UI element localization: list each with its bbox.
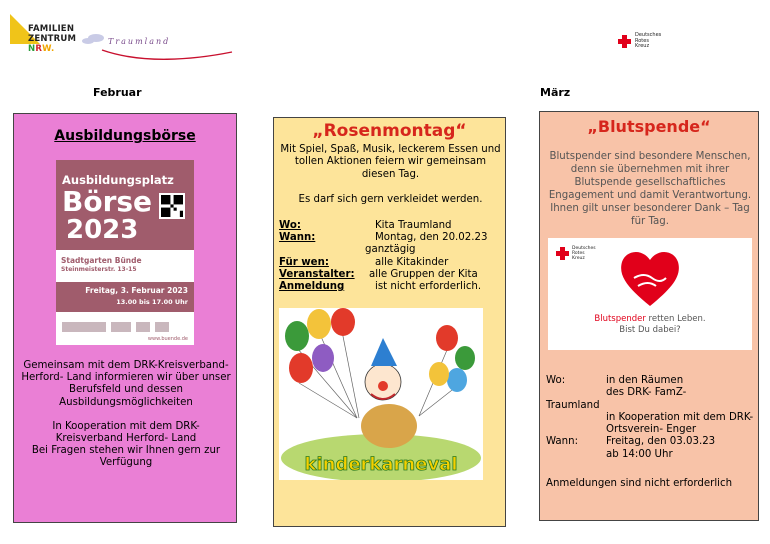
poster-sponsor-logos <box>62 320 188 334</box>
balloon-yellow-icon <box>429 362 449 386</box>
balloon-green-icon <box>455 346 475 370</box>
panel-intro: Mit Spiel, Spaß, Musik, leckerem Essen und tollen Aktionen feiern wir gemeinsam diesen Tag. <box>280 144 501 180</box>
text-paragraph-2: In Kooperation mit dem DRK-Kreisverband Herford- Land <box>52 420 200 445</box>
panel-blutspende <box>539 111 759 521</box>
panel-ausbildungsboerse <box>13 113 237 523</box>
info-row: Wo: Kita Traumland <box>279 220 452 231</box>
balloon-yellow-icon <box>307 309 331 339</box>
red-cross-icon <box>618 35 631 48</box>
event-info <box>279 220 503 293</box>
signature-swoosh <box>102 50 232 59</box>
drk-logo-top <box>618 33 661 50</box>
cloud-shape-2 <box>82 38 94 44</box>
blutspende-image <box>548 238 752 350</box>
poster-location: Stadtgarten Bünde <box>61 256 142 265</box>
clown-nose-icon <box>378 381 388 391</box>
balloon-red-icon <box>289 353 313 383</box>
poster-line1: Ausbildungsplatz <box>62 173 174 187</box>
poster-url: www.buende.de <box>147 336 188 342</box>
poster-line3: 2023 <box>66 215 139 245</box>
balloon-red-icon <box>331 308 355 336</box>
logo-nrw: NRW. <box>28 44 55 54</box>
event-info: Wo: in den Räumen des DRK- FamZ- Traumland in Kooperation mit dem DRK-Ortsverein- Enger Wann: Freitag, den 03.03.23 ab 14:00 Uhr <box>546 375 754 460</box>
balloon-purple-icon <box>312 344 334 372</box>
info-row: Für wen: alle Kitakinder <box>279 256 449 268</box>
kinderkarneval-clown-image <box>279 308 483 480</box>
poster-address: Steinmeisterstr. 13-15 <box>61 266 137 273</box>
text-paragraph-3: Bei Fragen stehen wir Ihnen gern zur Verfügung <box>31 445 221 469</box>
poster-line2: Börse <box>62 185 153 218</box>
panel-heading: Ausbildungsbörse <box>54 128 196 144</box>
panel-title: „Rosenmontag“ <box>312 121 467 141</box>
signature-text: Traumland <box>108 37 171 46</box>
poster-date: Freitag, 3. Februar 2023 <box>85 286 188 295</box>
panel-rosenmontag <box>273 117 506 527</box>
boerse-poster <box>56 160 194 345</box>
balloon-blue-icon <box>447 368 467 392</box>
month-march: März <box>540 86 571 99</box>
clown-body-shape <box>361 404 417 448</box>
registration-note: Anmeldungen sind nicht erforderlich <box>546 478 733 489</box>
month-february: Februar <box>93 86 142 99</box>
kinderkarneval-text: kinderkarneval <box>304 454 458 475</box>
text-paragraph-1: Gemeinsam mit dem DRK-Kreisverband- Herford- Land informieren wir über unser Berufsfeld und dessen Ausbildungsmöglichkeiten <box>21 360 231 408</box>
panel-text <box>20 360 232 482</box>
balloon-green-icon <box>285 321 309 351</box>
balloon-red-icon <box>436 325 458 351</box>
info-row: ganztägig <box>365 244 416 256</box>
drk-wordmark: Deutsches Rotes Kreuz <box>572 246 596 261</box>
heart-hands-icon <box>618 248 682 310</box>
panel-intro-costume: Es darf sich gern verkleidet werden. <box>298 194 483 205</box>
logo-text: FAMILIEN ZENTRUM NRW. <box>28 24 77 54</box>
poster-time: 13.00 bis 17.00 Uhr <box>116 298 188 306</box>
info-row: Wann: Montag, den 20.02.23 <box>279 232 488 244</box>
info-row: Anmeldung ist nicht erforderlich. <box>279 281 482 293</box>
info-row: Veranstalter: alle Gruppen der Kita <box>279 268 478 280</box>
panel-intro: Blutspender sind besondere Menschen, denn sie übernehmen mit ihrer Blutspende gesellschaftliches Engagement und damit Verantwortung. Ihnen gilt unser besonderer Dank – Tag für Tag. <box>548 151 752 227</box>
red-cross-icon <box>556 247 569 260</box>
qr-code-icon <box>159 193 185 219</box>
card-caption: Blutspender retten Leben. Bist Du dabei? <box>594 314 706 335</box>
panel-title: „Blutspende“ <box>587 117 711 136</box>
traumland-signature <box>82 30 242 62</box>
drk-logo-card <box>556 246 596 261</box>
drk-wordmark: Deutsches Rotes Kreuz <box>635 32 662 49</box>
